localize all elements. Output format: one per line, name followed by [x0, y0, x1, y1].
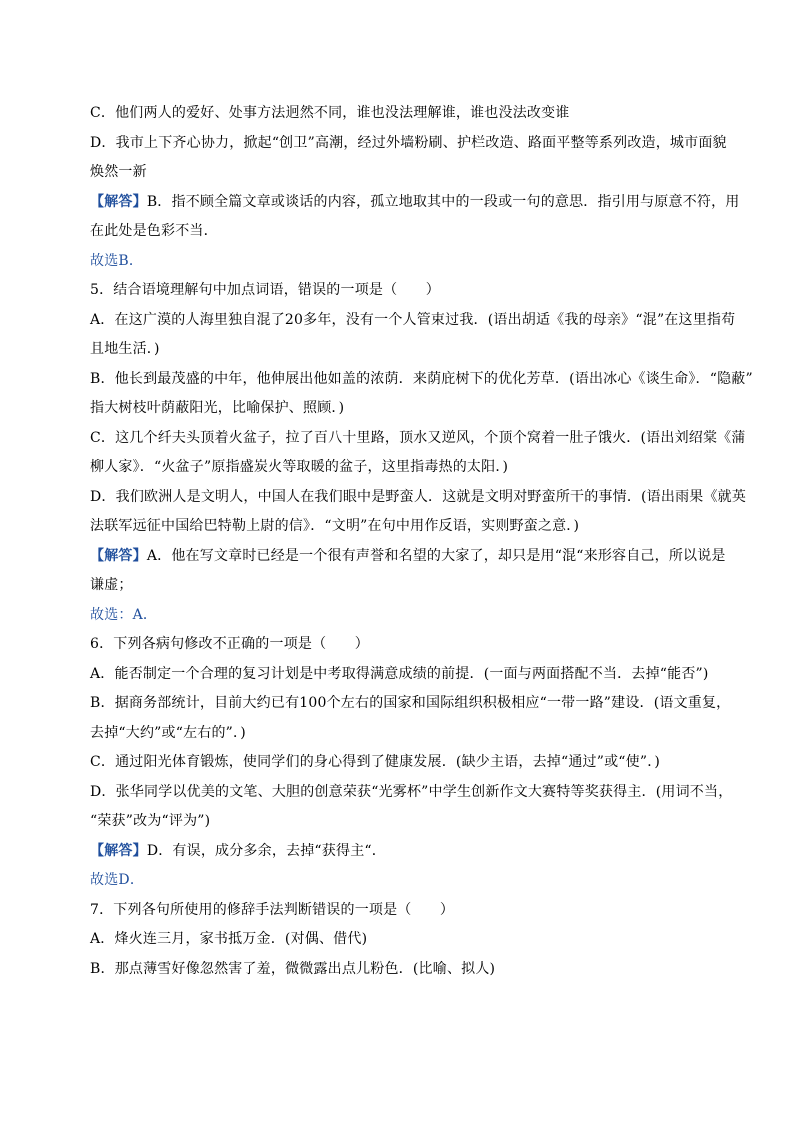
answer-tag: 【解答】 — [90, 842, 147, 859]
q4-answer-text: B．指不顾全篇文章或谈话的内容，孤立地取其中的一段或一句的意思．指引用与原意不符，用 — [146, 193, 740, 210]
q4-option-d-line2: 焕然一新 — [90, 164, 147, 180]
q5-option-c-line1: C．这几个纤夫头顶着火盆子，拉了百八十里路，顶水又逆风，个顶个窝着一肚子饿火．(语出刘绍棠《蒲 — [90, 429, 746, 446]
q5-result: 故选：A． — [90, 606, 158, 623]
q5-answer-text: A．他在写文章时已经是一个很有声誉和名望的大家了，却只是用“混“来形容自己，所以说是 — [146, 547, 726, 564]
q6-option-b-line1: B．据商务部统计，目前大约已有100个左右的国家和国际组织积极相应“一带一路”建设．(语文重复， — [90, 695, 731, 711]
q5-answer-line2: 谦虚； — [90, 577, 133, 593]
q5-option-b-line2: 指大树枝叶荫蔽阳光，比喻保护、照顾．) — [90, 400, 345, 416]
q6-result: 故选D． — [90, 872, 145, 888]
q6-option-d-line1: D．张华同学以优美的文笔、大胆的创意荣获“光雾杯”中学生创新作文大赛特等奖获得主．(用词不当， — [90, 783, 733, 800]
q4-answer-line1 — [90, 188, 740, 218]
answer-tag: 【解答】 — [90, 547, 147, 564]
q4-option-c: C．他们两人的爱好、处事方法迥然不同，谁也没法理解谁，谁也没法改变谁 — [90, 105, 570, 121]
document-content — [90, 99, 753, 984]
q5-stem: 5．结合语境理解句中加点词语，错误的一项是（ ） — [90, 282, 440, 298]
answer-tag: 【解答】 — [90, 193, 147, 210]
q6-answer-text: D．有误，成分多余，去掉“获得主“． — [146, 842, 386, 859]
q6-option-d-line2: “荣获”改为“评为”) — [90, 813, 211, 829]
q7-option-a: A．烽火连三月，家书抵万金．(对偶、借代) — [90, 931, 368, 947]
q5-option-b-line1: B．他长到最茂盛的中年，他伸展出他如盖的浓荫．来荫庇树下的优化芳草．(语出冰心《谈生命》．“隐蔽” — [90, 370, 753, 387]
q4-result: 故选B． — [90, 252, 144, 269]
q6-option-b-line2: 去掉“大约”或“左右的”．) — [90, 724, 246, 741]
q6-option-a: A．能否制定一个合理的复习计划是中考取得满意成绩的前提．(一面与两面搭配不当．去掉“能否”) — [90, 665, 709, 682]
q5-answer-line1 — [90, 542, 726, 572]
q5-option-d-line2: 法联军远征中国给巴特勒上尉的信》．“文明”在句中用作反语，实则野蛮之意．) — [90, 518, 580, 534]
q6-stem: 6．下列各病句修改不正确的一项是（ ） — [90, 636, 369, 652]
q5-option-a-line2: 且地生活．) — [90, 341, 160, 357]
q7-stem: 7．下列各句所使用的修辞手法判断错误的一项是（ ） — [90, 901, 455, 918]
q5-option-a-line1: A．在这广漠的人海里独自混了20多年，没有一个人管束过我．(语出胡适《我的母亲》“混”在这里指苟 — [90, 311, 736, 328]
q5-option-c-line2: 柳人家》．“火盆子”原指盛炭火等取暖的盆子，这里指毒热的太阳．) — [90, 459, 509, 475]
q5-option-d-line1: D．我们欧洲人是文明人，中国人在我们眼中是野蛮人．这就是文明对野蛮所干的事情．(语出雨果《就英 — [90, 488, 747, 505]
q7-option-b: B．那点薄雪好像忽然害了羞，微微露出点儿粉色．(比喻、拟人) — [90, 960, 496, 977]
q6-option-c: C．通过阳光体育锻炼，使同学们的身心得到了健康发展．(缺少主语，去掉“通过”或“使”．) — [90, 754, 661, 770]
q4-option-d-line1: D．我市上下齐心协力，掀起“创卫”高潮，经过外墙粉刷、护栏改造、路面平整等系列改造，城市面貌 — [90, 134, 727, 151]
q4-answer-line2: 在此处是色彩不当． — [90, 223, 218, 239]
q6-answer-line1 — [90, 837, 710, 867]
